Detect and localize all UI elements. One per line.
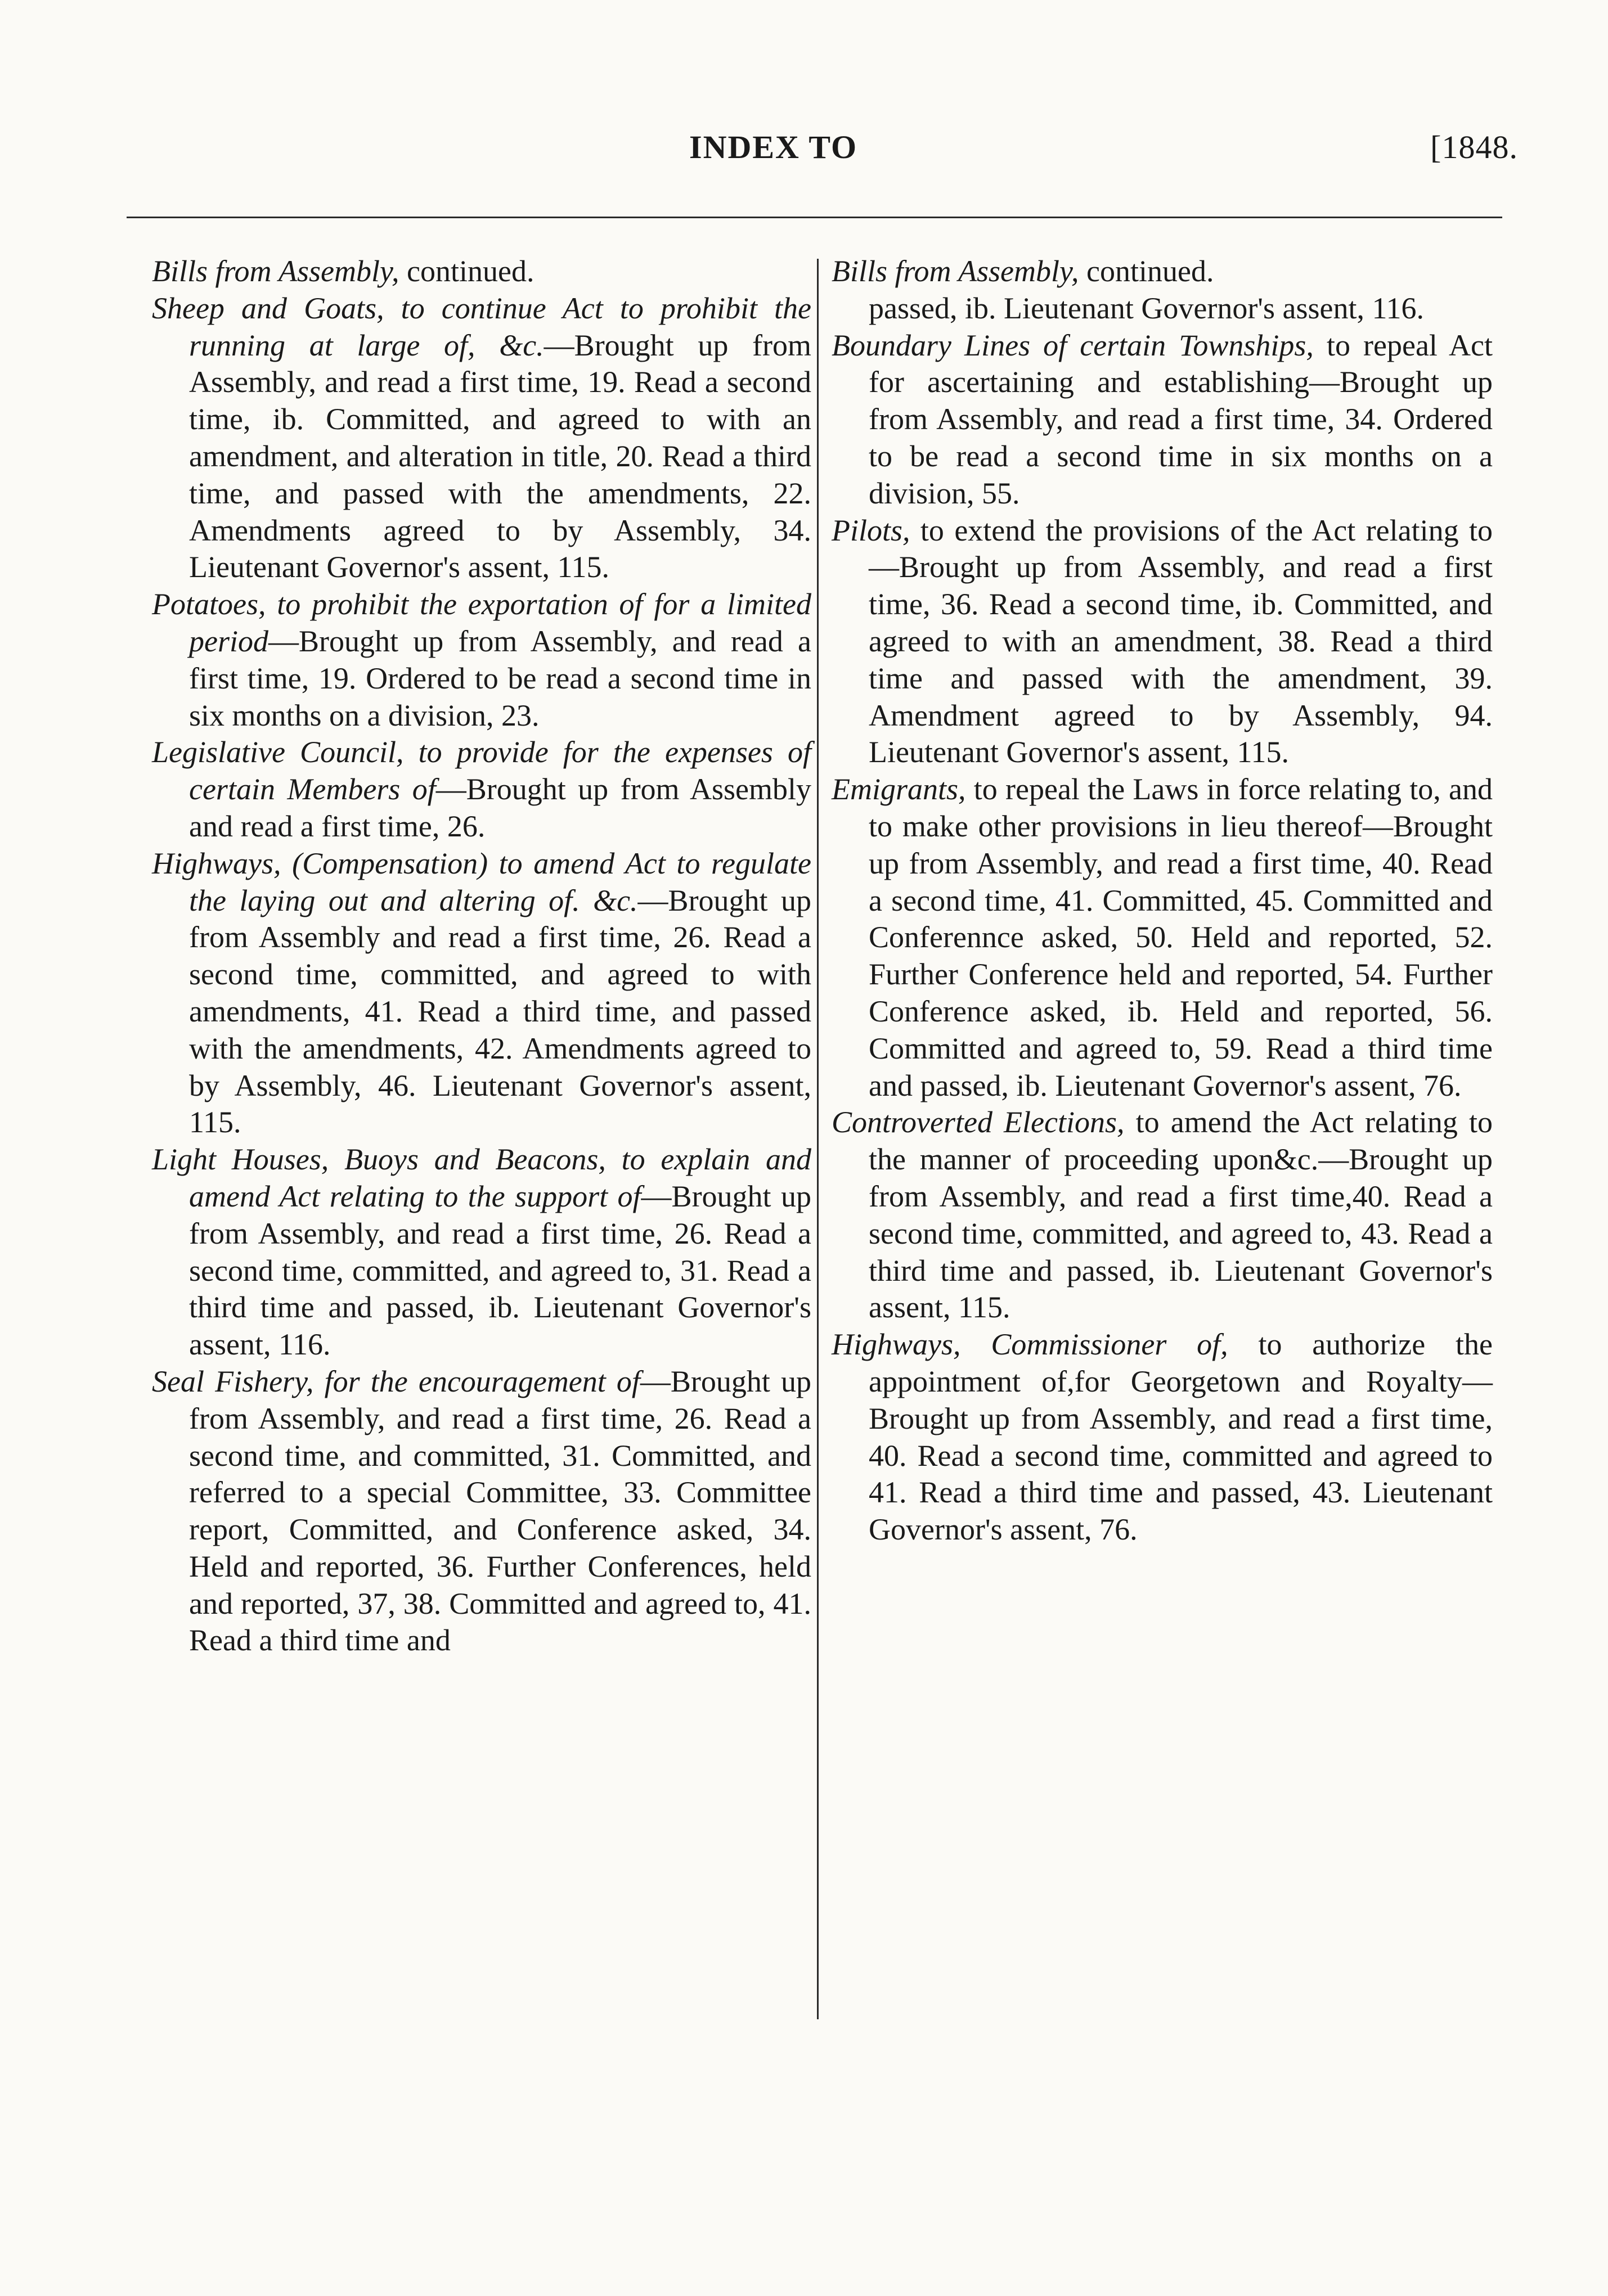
entry-text: —Brought up from Assembly and read a first time, 26. (189, 772, 811, 843)
header-rule (127, 217, 1502, 218)
index-entry (832, 771, 1493, 1104)
index-entry (152, 586, 811, 734)
page-year: [1848. (1430, 129, 1518, 165)
entry-text: to repeal Act for ascertaining and establishing—Brought up from Assembly, and read a first time, 34. Ordered to be read a second time in six months on a division, 55. (869, 328, 1493, 510)
column-heading (152, 253, 811, 290)
index-entry (152, 1141, 811, 1363)
index-entry (152, 845, 811, 1141)
continued-entry-text: passed, ib. Lieutenant Governor's assent, 116. (869, 291, 1425, 325)
entry-text: to authorize the appointment of,for Georgetown and Royalty—Brought up from Assembly, and read a first time, 40. Read a second time, committed and agreed to 41. Read a third time and passed, 43. Lieutenant Governor's assent, 76. (869, 1327, 1493, 1547)
entry-title: Pilots, (832, 513, 910, 547)
index-entry (152, 290, 811, 586)
index-entry (152, 734, 811, 845)
entry-text: to extend the provisions of the Act relating to—Brought up from Assembly, and read a first time, 36. Read a second time, ib. Committed, and agreed to with an amendment, 38. Read a third time and passed with the amendment, 39. Amendment agreed to by Assembly, 94. Lieutenant Governor's assent, 115. (869, 513, 1493, 769)
column-heading (832, 253, 1493, 290)
index-column-right (832, 253, 1493, 1548)
entry-title: Potatoes, to prohibit the exportation of for a limited period (152, 587, 811, 658)
entry-title: Sheep and Goats, to continue Act to prohibit the running at large of, &c. (152, 291, 811, 362)
column-heading-italic: Bills from Assembly, (832, 254, 1079, 288)
index-entry (832, 512, 1493, 772)
index-column-left (152, 253, 811, 1659)
entry-text: to amend the Act relating to the manner of proceeding upon&c.—Brought up from Assembly, and read a first time,40. Read a second time, committed, and agreed to, 43. Read a third time and passed, ib. Lieutenant Governor's assent, 115. (869, 1105, 1493, 1325)
entry-title: Boundary Lines of certain Townships, (832, 328, 1314, 362)
entry-text: —Brought up from Assembly, and read a first time, 26. Read a second time, committed, and agreed to, 31. Read a third time and passed, ib. Lieutenant Governor's assent, 116. (189, 1179, 811, 1362)
column-heading-rest: continued. (1079, 254, 1214, 288)
entry-title: Highways, Commissioner of, (832, 1327, 1228, 1362)
entry-title: Highways, (Compensation) to amend Act to regulate the laying out and altering of. &c. (152, 846, 811, 917)
index-entry (832, 1104, 1493, 1326)
entry-title: Seal Fishery, for the encouragement of (152, 1364, 640, 1398)
page-title: INDEX TO (689, 129, 858, 165)
index-entry (832, 327, 1493, 512)
entry-text: —Brought up from Assembly, and read a first time, 19. Ordered to be read a second time in six months on a division, 23. (189, 624, 811, 732)
column-divider (817, 259, 819, 2019)
entry-text: to repeal the Laws in force relating to, and to make other provisions in lieu thereof—Brought up from Assembly, and read a first time, 40. Read a second time, 41. Committed, 45. Committed and Conferennce asked, 50. Held and reported, 52. Further Conference held and reported, 54. Further Conference asked, ib. Held and reported, 56. Committed and agreed to, 59. Read a third time and passed, ib. Lieutenant Governor's assent, 76. (869, 772, 1493, 1102)
index-entry (832, 1326, 1493, 1548)
column-heading-italic: Bills from Assembly, (152, 254, 399, 288)
entry-text: —Brought up from Assembly, and read a first time, 26. Read a second time, and committed, 31. Committed, and referred to a special Committee, 33. Committee report, Committed, and Conference asked, 34. Held and reported, 36. Further Conferences, held and reported, 37, 38. Committed and agreed to, 41. Read a third time and (189, 1364, 811, 1658)
entry-title: Legislative Council, to provide for the expenses of certain Members of (152, 735, 811, 807)
entry-title: Controverted Elections, (832, 1105, 1125, 1140)
entry-text: —Brought up from Assembly and read a first time, 26. Read a second time, committed, and agreed to with amendments, 41. Read a third time, and passed with the amendments, 42. Amendments agreed to by Assembly, 46. Lieutenant Governor's assent, 115. (189, 883, 811, 1140)
column-heading-rest: continued. (399, 254, 534, 288)
entry-text: —Brought up from Assembly, and read a first time, 19. Read a second time, ib. Committed, and agreed to with an amendment, and alteration in title, 20. Read a third time, and passed with the amendments, 22. Amendments agreed to by Assembly, 34. Lieutenant Governor's assent, 115. (189, 328, 811, 584)
entry-title: Emigrants, (832, 772, 966, 807)
running-head (0, 128, 1608, 173)
entry-title: Light Houses, Buoys and Beacons, to explain and amend Act relating to the support of (152, 1142, 811, 1213)
index-entry (152, 1363, 811, 1659)
